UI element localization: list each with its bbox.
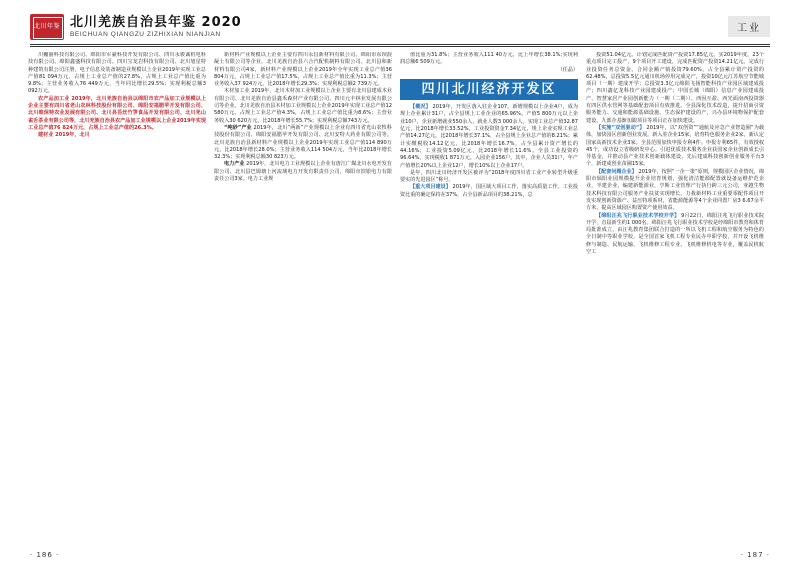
masthead-text <box>70 15 242 39</box>
header-rule <box>30 44 770 45</box>
folio-left: · 186 · <box>30 551 60 559</box>
paragraph: 木材加工业 2019年，北川木材加工业规模以上企业主要有北川县建成木业有限公司、北川羌族自治县鑫禾森材产业有限公司、四川元丰林业发展有限公司等企业。北川羌族自治县木材加工业规模以上企业2019年实现工业总产值12 580万元，占规上工业总产值4.3%，占规上工业总产值比重为8.6%；主营业务收入30 620万元，比2018年增长55.7%；实现利税总额743万元。 <box>214 88 392 124</box>
subsection-heading-building-materials: 建材业 2019年，北川 <box>38 132 90 139</box>
section-tab: 工业 <box>728 16 770 37</box>
masthead <box>30 14 242 40</box>
paragraph: 是年，四川北川经济开发区被评为“2018年度四川省工业产业转型升级重要实的先进园区”称号。 <box>400 169 578 184</box>
paragraph: 值比重为31.8%；主营业务收入111 40万元，比上年增长38.1%;实现利润总额6 509万元。 <box>400 52 578 66</box>
text-column-2 <box>214 52 392 539</box>
subsection-heading-agriculture: 农产品加工业 2019年，北川羌族自治县以绵阳市农产品加工业规模以上企业主要有四川省老山农林科技股份有限公司、绵阳安福腊苹开发有限公司、北川维保特农业发展有限公司、北川县苔丝竹笋食品开发有限公司、北川羌山雀舌茶业有限公司等，北川羌族自治县农产品加工业规模以上企业2019年实现工业总产值76 824万元，占规上工业总产值的26.3%。 <box>28 95 206 131</box>
text-column-3 <box>400 52 578 539</box>
entry-heading-enterprise-support: 【配套问题企业】 2019年，按照“一企一策”原则，规模园区企业情况，绵阳市颁阳业园规模提升企业培育规划，强化清洁能源配置就设备运维护范企业，半建企业，编建新能源业，亨斯工业管理产行执行跨三元公司，亚越生物技术科技有限公司服务产业扶贫实现增长，力我新材料工业重要零配件项目开发实现创新资源产、益压特项系材，省能源能源等4个企业同置厂房3 6.67余平方米，提高区域园区购置资产使用效益。 <box>586 168 764 212</box>
entry-heading-aviation-school: 【绵阳汪兆飞行职业技术学校开学】 9月22日，绵阳汪兆飞行职业技术院开学，首届新生约1 000名。绵阳汪兆飞行职业技术学校是经绵阳市教育和体育局批准成立，由汪兆教育集团联合打造的一所以飞机工程和航空服务为特色的全日制中等职业学校，是全国首家飞机工程专业民办中职学校，并开设飞机维修与制造、民航运输、飞机维修工程专业、飞机维修机电等专业，覆盖民机航空工 <box>586 212 764 256</box>
subsection-heading-power: 电力产业 2019年，北川电力工业规模以上企业有唐江广煤北川水电开发有限公司、北川县巴姆塘上河流域电力开发有限责任公司，绵阳市滨银电力有限责任公司3家。电力工业规 <box>214 161 392 183</box>
entry-heading-innovation: 【实施“双创驱动”】 2019年，以“双创资”“通航及应急产业智造圈”为载体，加快园区创新创业发展。新入驻企业15家，培育特色服务企业2家，新认定国家高新技术企业3家。全县范围加快申报专利4件。申报专利65件，有效授权45个，成功设立省级研发中心。引进优质技术服务企业获国家企业创新成长引导基金，并推动县产业技术创新载体建设、先后建成科技创新创业服务平台3个，新建成创业苗圃15家。 <box>586 124 764 168</box>
section-banner-title: 四川北川经济开发区 <box>400 79 578 100</box>
entry-heading-major-projects: 【重大项目建设】 2019年，国区域大项目工作，落实高质量工作。工业投资比重的确定保持在37%，占全县新品项目的38.21%，总 <box>400 184 578 198</box>
paragraph: 投资51.04亿元。计划完成匹配资产投资17.85亿元。实2019年度，23个重点项目完工投产，9个项目开工建设，完成匹配资产投资14.21亿元。完成行业投资任务总资金、合同金额产销投资79.60%，占全县累计资产投资的62.48%，总投资5.5亿元通川机场停用完成完产，投资10亿元江苏航空节能城项目（一期）建成开学；总投资3.3亿元绵阳飞扬智能科技产业园区域建成投产；四川鑫亿龙科技产业园建成投产；中国长城（绵阳）信息产业园建成投产、智慧家居产业园创新能力（一期（二期））、西因互盈、西光面南西投资器有四区供水管网等基础配套项目有效推进。全县深化技术改造，提升招商引资服务能力、交通和能源基础设施、生态保护建设的产，兴办县环境物保护配套建设、九部企基渐加跟项目等项目正在加快建设。 <box>586 52 764 124</box>
paragraph: 川巍丽科技有限公司、绵阳市军豪科技开发有限公司、四川永骏诚机电科技有限公司、绵阳鑫盛科技有限公司。四川宝龙岩科技有限公司、北川旭星特种建筑有限公司注册，电子信息及装备制造业规模以上企业2019年实现工业总产值81 094万元，占规上工业总产值的27.8%，占规上工业总产值比重为9.8%；主营业务收入76 449万元，当年同比增长29.5%；实现利税总额3 092万元。 <box>28 52 206 95</box>
column-container <box>28 52 772 539</box>
text-column-4 <box>586 52 764 539</box>
subsection-heading-sand: “吨砂”产业 2019年，北川“两新”产业规模以上企业有四川省光山农牧科技股份有限公司、绵阳安福腊苹开发有限公司、北川安特大药业有限公司等。北川羌族自治县新材料产业规模以上企业2019年实现工业总产值114 890万元，比2018年增长28.0%；主营业务收入114 504万元，当年比2018年增长32.3%；实现利税总额30 823万元。 <box>214 124 392 161</box>
entry-heading-overview: 【概况】 2019年，开发区落入驻企业107。新增规模以上企业4户，成为规上企业累计31户，占全县规上工业企业的65.96%。产值5 800万元以上企业10户，企业新增就业550余人，就业人数3 000余人。实现工业总产值32.87亿元，比2018年增长33.52%，工业投资资金7.34亿元，规上企业实现工业总产值14.27亿元，比2018年增长37.1%，占全县规上企业总产值的8.21%；累计实缴税收14.12亿元，比2018年增长16.7%，占全县累计资产增长的44.16%；工业投资5.09亿元，比2018年增长11.6%。全县工业投资的96.64%，实现税收1 871万元。入园企业156户，其中，企业人员31户，年产产值增长20%以上企业12户，增长10%以上企业17户。 <box>400 104 578 169</box>
paragraph: 新材料产业规模以上企业主要有四川永昌新材料有限公司、绵阳市东坝混凝土有限公司等企业，北川羌族自治县六合汽配机制料有限公司。北川县和新材料有限公司4家，新材料产业规模以上企业2019年全年实现工业总产值36 804万元，占规上工业总产值17.5%，占规上工业总产值比重为11.3%；主营业务收入37 924万元，比2018年增长29.3%；实现利税总额2 739万元。 <box>214 52 392 88</box>
folio-right: · 187 · <box>740 551 770 559</box>
author-signature: （任晶） <box>557 66 578 73</box>
text-column-1 <box>28 52 206 539</box>
page-title: 北川羌族自治县年鉴 2020 <box>70 15 242 30</box>
yearbook-logo-icon <box>30 14 64 40</box>
logo-text: 北川年鉴 <box>33 23 60 30</box>
page-subtitle: BEICHUAN QIANGZU ZIZHIXIAN NIANJIAN <box>70 31 221 38</box>
